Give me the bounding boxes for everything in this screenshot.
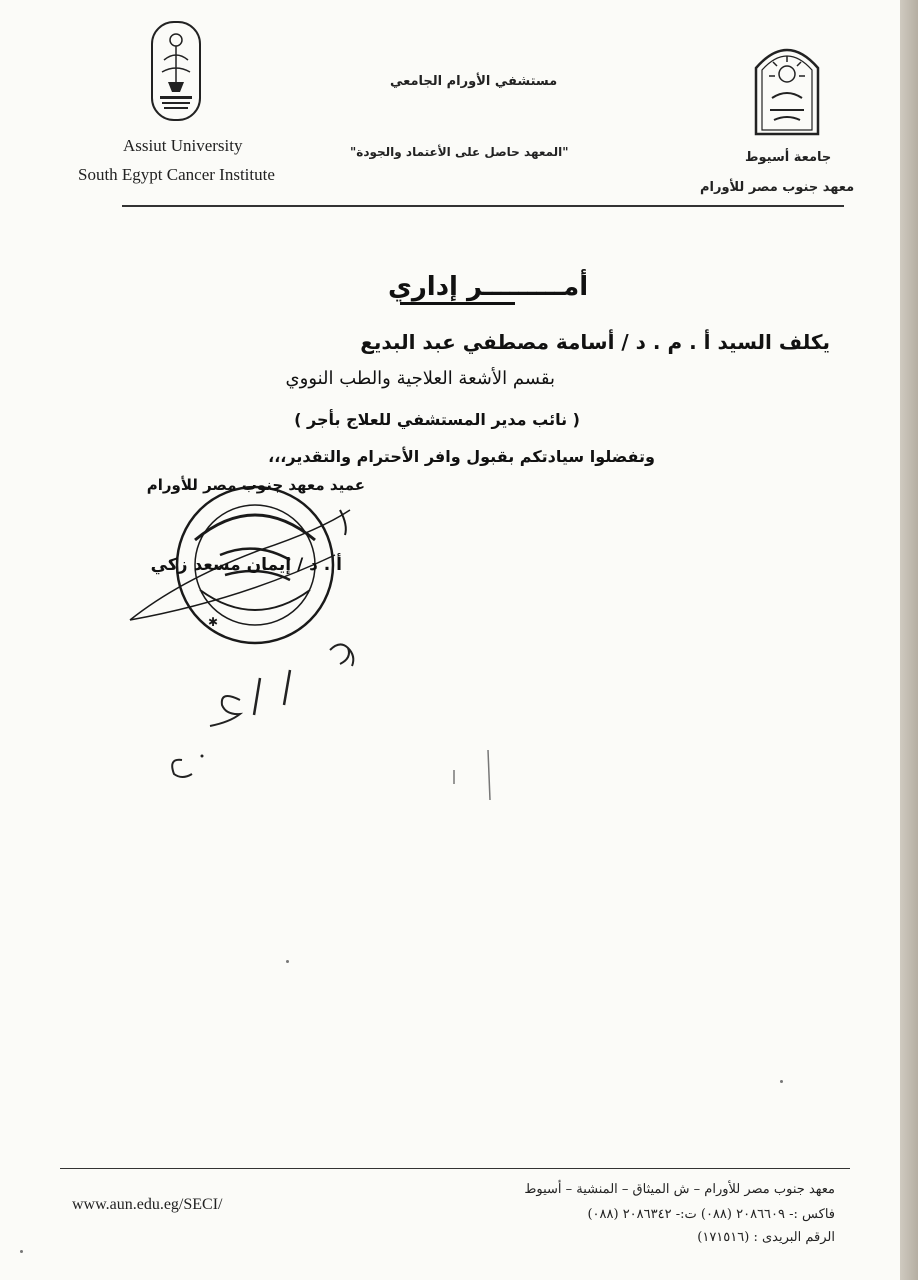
hospital-name-ar: مستشفي الأورام الجامعي — [390, 74, 558, 89]
institute-logo — [150, 20, 202, 122]
stray-marks — [440, 740, 520, 810]
signer-name: أ . د / إيمان مسعد زكي — [150, 555, 342, 575]
handwritten-date — [160, 630, 380, 790]
title-underline — [400, 302, 515, 305]
speck — [286, 960, 289, 963]
university-name-en: Assiut University — [123, 136, 243, 155]
institute-name-en: South Egypt Cancer Institute — [78, 165, 275, 184]
department-line: بقسم الأشعة العلاجية والطب النووي — [285, 368, 555, 389]
website-url: www.aun.edu.eg/SECI/ — [72, 1196, 223, 1213]
institute-name-ar: معهد جنوب مصر للأورام — [700, 180, 855, 195]
speck — [780, 1080, 783, 1083]
accreditation-note: "المعهد حاصل على الأعتماد والجودة" — [350, 145, 569, 159]
svg-text:✱: ✱ — [208, 615, 219, 629]
assignment-line: يكلف السيد أ . م . د / أسامة مصطفي عبد البديع — [360, 330, 830, 354]
document-title: أمـــــــــر إداري — [388, 272, 589, 302]
footer-divider — [60, 1168, 850, 1169]
speck — [20, 1250, 23, 1253]
footer-postal-code: الرقم البريدى : (١٧١٥١٦) — [697, 1230, 835, 1245]
page-edge-shadow — [900, 0, 918, 1280]
position-line: ( نائب مدير المستشفي للعلاج بأجر ) — [294, 410, 580, 429]
university-logo — [752, 38, 822, 136]
university-name-ar: جامعة أسيوط — [745, 150, 832, 165]
signer-title: عميد معهد جنوب مصر للأورام — [146, 476, 365, 494]
footer-fax-phone: فاكس :- ٢٠٨٦٦٠٩ (٠٨٨) ت:- ٢٠٨٦٣٤٢ (٠٨٨) — [587, 1207, 835, 1222]
footer-address: معهد جنوب مصر للأورام – ش الميثاق – المنشية – أسيوط — [524, 1182, 835, 1197]
closing-line: وتفضلوا سيادتكم بقبول وافر الأحترام والتقدير،،، — [268, 447, 655, 466]
header-divider — [122, 205, 844, 207]
